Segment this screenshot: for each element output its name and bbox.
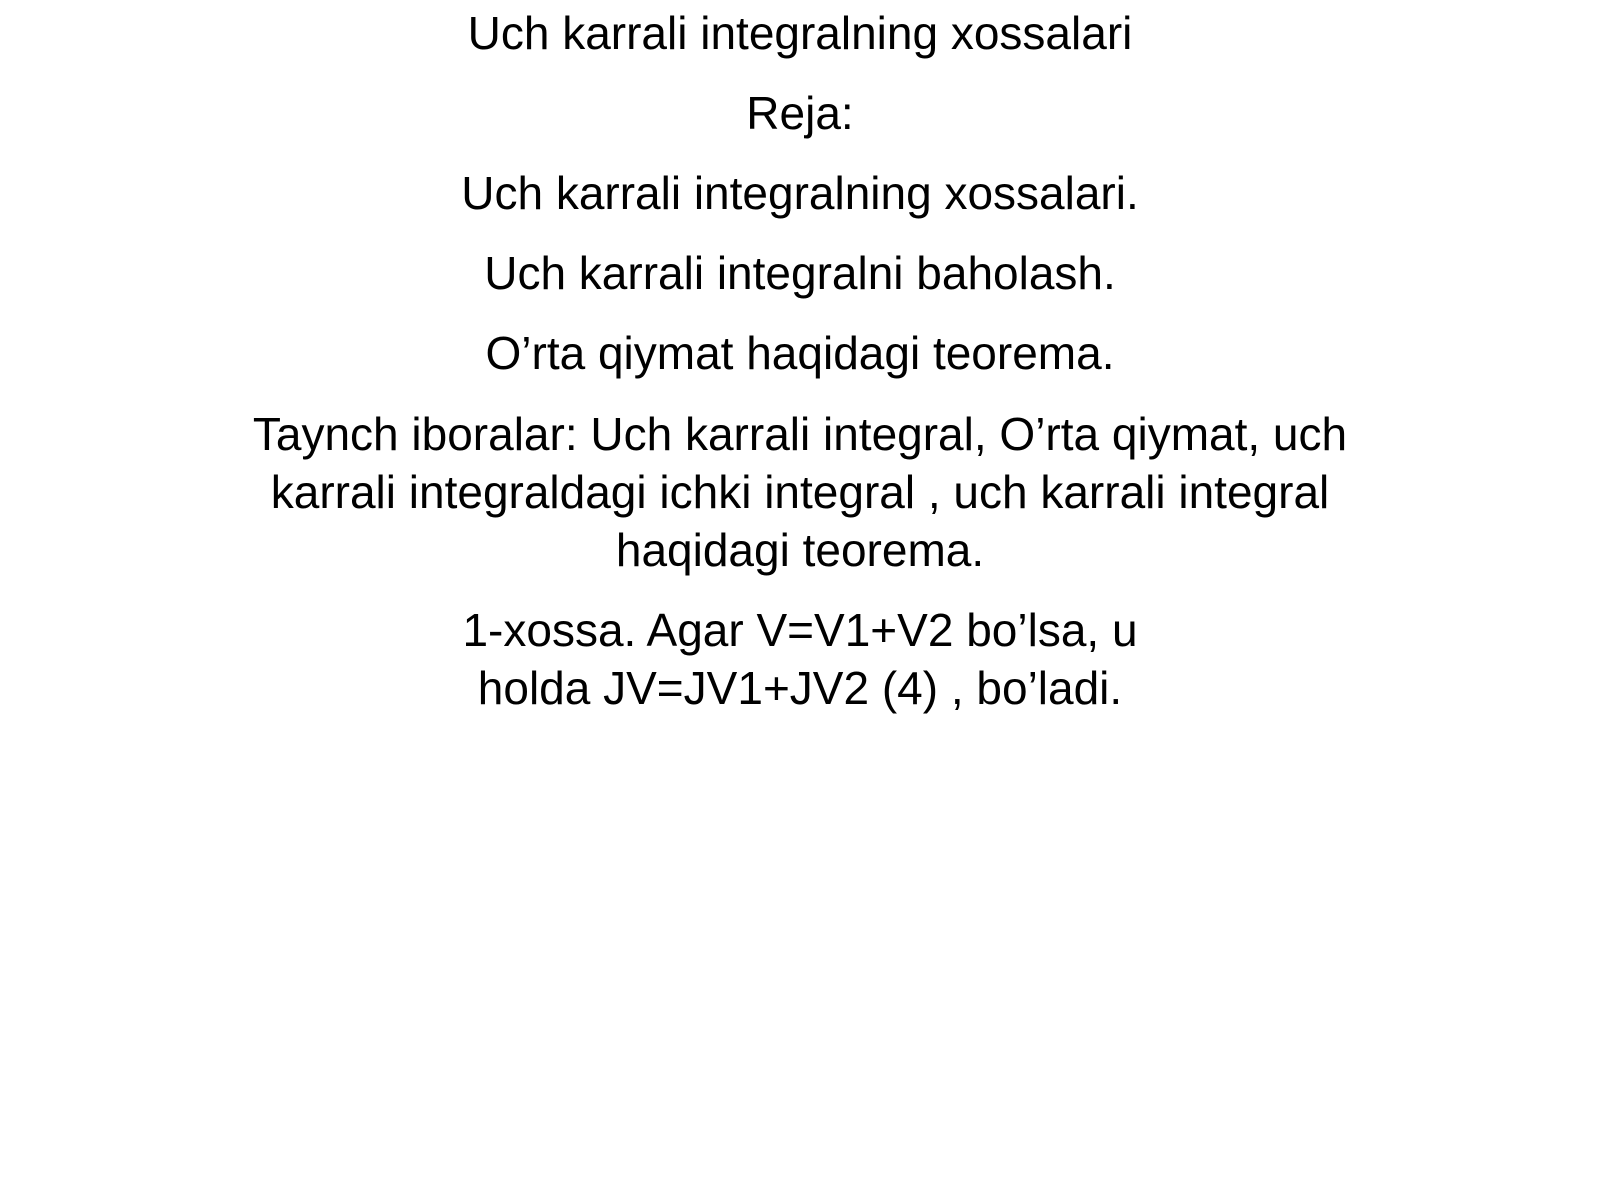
property-line: 1-xossa. Agar V=V1+V2 bo’lsa, u: [462, 604, 1138, 656]
plan-item: O’rta qiymat haqidagi teorema.: [485, 327, 1115, 379]
keywords-paragraph: [200, 405, 1400, 579]
property-paragraph: [200, 601, 1400, 717]
plan-item: Uch karrali integralning xossalari.: [461, 167, 1139, 219]
plan-item: Uch karrali integralni baholash.: [484, 247, 1116, 299]
property-line: holda JV=JV1+JV2 (4) , bo’ladi.: [477, 662, 1123, 714]
slide-title: Uch karrali integralning xossalari: [467, 7, 1133, 59]
keywords-line: Taynch iboralar: Uch karrali integral, O’rta qiymat, uch: [252, 408, 1348, 460]
keywords-line: karrali integraldagi ichki integral , uch karrali integral: [270, 466, 1330, 518]
plan-heading: Reja:: [746, 87, 854, 139]
keywords-line: haqidagi teorema.: [615, 524, 985, 576]
